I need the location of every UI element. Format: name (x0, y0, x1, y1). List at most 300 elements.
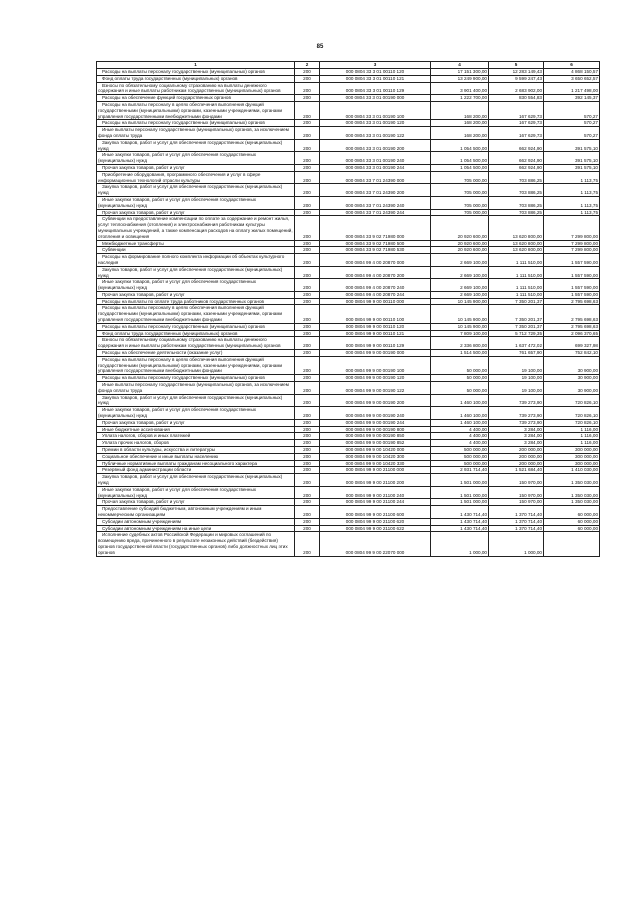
table-row (97, 266, 600, 279)
row-description: Приобретение оборудования, программного обеспечения и услуг в сфере информационных технологий отрасли культуры (97, 171, 295, 184)
row-executed-amount: 12 283 149,43 (489, 69, 544, 76)
row-approved-amount: 168 200,00 (431, 127, 489, 140)
row-executed-amount: 1 111 510,00 (489, 266, 544, 279)
row-line-code: 200 (295, 419, 320, 426)
row-approved-amount: 705 000,00 (431, 209, 489, 216)
row-executed-amount: 761 657,90 (489, 350, 544, 357)
row-unexecuted-amount: 391 575,10 (544, 152, 600, 165)
row-description: Премии в области культуры, искусства и литературы (97, 447, 295, 454)
row-executed-amount: 1 000,00 (489, 532, 544, 556)
row-unexecuted-amount: 1 410 030,00 (544, 467, 600, 474)
table-row (97, 127, 600, 140)
row-budget-code: 000 0804 99 9 00 00190 852 (320, 440, 431, 447)
row-budget-code: 000 0804 33 3 01 00190 100 (320, 101, 431, 119)
row-unexecuted-amount: 392 145,37 (544, 95, 600, 102)
row-executed-amount: 1 111 510,00 (489, 254, 544, 267)
table-row (97, 139, 600, 152)
row-unexecuted-amount: 1 113,75 (544, 171, 600, 184)
row-approved-amount: 1 501 000,00 (431, 499, 489, 506)
budget-execution-table (96, 61, 600, 557)
row-unexecuted-amount: 2 795 698,63 (544, 323, 600, 330)
table-row (97, 164, 600, 171)
row-executed-amount: 150 970,00 (489, 499, 544, 506)
row-approved-amount: 50 000,00 (431, 375, 489, 382)
row-budget-code: 000 0804 33 7 01 24390 200 (320, 184, 431, 197)
row-line-code: 200 (295, 82, 320, 95)
row-budget-code: 000 0804 99 9 00 22070 000 (320, 532, 431, 556)
row-approved-amount: 2 931 714,40 (431, 467, 489, 474)
table-row (97, 467, 600, 474)
row-budget-code: 000 0804 33 3 01 00190 120 (320, 120, 431, 127)
row-unexecuted-amount: 7 299 800,00 (544, 216, 600, 240)
row-executed-amount: 7 350 201,37 (489, 323, 544, 330)
row-executed-amount: 3 284,00 (489, 440, 544, 447)
row-budget-code: 000 0804 99 9 00 10420 330 (320, 460, 431, 467)
row-unexecuted-amount: 300 000,00 (544, 447, 600, 454)
table-row (97, 337, 600, 350)
row-budget-code: 000 0804 33 7 01 24390 244 (320, 209, 431, 216)
table-row (97, 532, 600, 556)
row-unexecuted-amount: 699 327,98 (544, 337, 600, 350)
row-line-code: 200 (295, 447, 320, 454)
row-line-code: 200 (295, 499, 320, 506)
row-line-code: 200 (295, 279, 320, 292)
row-line-code: 200 (295, 171, 320, 184)
row-approved-amount: 1 430 714,40 (431, 525, 489, 532)
row-approved-amount: 1 460 100,00 (431, 394, 489, 407)
row-description: Закупка товаров, работ и услуг для обеспечения государственных (муниципальных) нужд (97, 266, 295, 279)
row-budget-code: 000 0804 99 9 00 21100 620 (320, 518, 431, 525)
row-approved-amount: 500 000,00 (431, 453, 489, 460)
table-header-row (97, 62, 600, 69)
row-description: Закупка товаров, работ и услуг для обеспечения государственных (муниципальных) нужд (97, 184, 295, 197)
row-executed-amount: 739 273,90 (489, 419, 544, 426)
row-budget-code: 000 0804 99 9 00 21100 244 (320, 499, 431, 506)
row-unexecuted-amount: 1 557 590,00 (544, 291, 600, 298)
row-description: Иные закупки товаров, работ и услуг для обеспечения государственных (муниципальных) нужд (97, 196, 295, 209)
row-description: Исполнение судебных актов Российской Федерации и мировых соглашений по возмещению вреда, причиненного в результате незаконных действий (бездействия) органов государственной власти (государственных органов) либо должностных лиц этих органов (97, 532, 295, 556)
row-budget-code: 000 0804 33 7 01 24390 240 (320, 196, 431, 209)
table-row (97, 474, 600, 487)
row-approved-amount: 1 460 100,00 (431, 419, 489, 426)
column-header: 3 (320, 62, 431, 69)
row-unexecuted-amount: 720 826,10 (544, 394, 600, 407)
row-line-code: 200 (295, 474, 320, 487)
table-row (97, 518, 600, 525)
table-row (97, 298, 600, 305)
row-unexecuted-amount: 1 113,75 (544, 196, 600, 209)
row-approved-amount: 4 400,00 (431, 426, 489, 433)
row-line-code: 200 (295, 266, 320, 279)
row-executed-amount: 7 350 201,37 (489, 305, 544, 323)
row-description: Расходы на выплаты персоналу государственных (муниципальных) органов (97, 375, 295, 382)
table-row (97, 506, 600, 519)
row-executed-amount: 662 924,90 (489, 139, 544, 152)
row-line-code: 200 (295, 152, 320, 165)
row-approved-amount: 168 200,00 (431, 120, 489, 127)
row-executed-amount: 167 629,73 (489, 101, 544, 119)
row-executed-amount: 19 100,00 (489, 382, 544, 395)
row-budget-code: 000 0804 33 3 01 00110 120 (320, 69, 431, 76)
row-executed-amount: 1 370 714,40 (489, 506, 544, 519)
table-row (97, 152, 600, 165)
row-description: Расходы на выплаты персоналу государственных (муниципальных) органов (97, 323, 295, 330)
row-description: Расходы на обеспечение деятельности (оказание услуг) (97, 350, 295, 357)
row-description: Закупка товаров, работ и услуг для обеспечения государственных (муниципальных) нужд (97, 139, 295, 152)
table-row (97, 499, 600, 506)
table-row (97, 426, 600, 433)
row-executed-amount: 13 620 800,00 (489, 247, 544, 254)
table-row (97, 247, 600, 254)
row-unexecuted-amount: 2 096 370,65 (544, 330, 600, 337)
row-line-code: 200 (295, 375, 320, 382)
row-executed-amount: 1 111 510,00 (489, 291, 544, 298)
row-description: Межбюджетные трансферты (97, 240, 295, 247)
table-row (97, 240, 600, 247)
row-approved-amount: 13 249 900,00 (431, 75, 489, 82)
table-row (97, 120, 600, 127)
row-budget-code: 000 0804 99 9 00 10420 300 (320, 453, 431, 460)
row-budget-code: 000 0804 99 9 00 00110 129 (320, 337, 431, 350)
row-budget-code: 000 0804 99 9 00 00110 120 (320, 323, 431, 330)
table-row (97, 440, 600, 447)
row-unexecuted-amount: 60 000,00 (544, 506, 600, 519)
row-budget-code: 000 0804 99 9 00 21100 600 (320, 506, 431, 519)
row-line-code: 200 (295, 75, 320, 82)
row-executed-amount: 13 620 800,00 (489, 216, 544, 240)
row-unexecuted-amount: 752 842,10 (544, 350, 600, 357)
row-line-code: 200 (295, 101, 320, 119)
row-unexecuted-amount: 2 795 698,63 (544, 305, 600, 323)
row-approved-amount: 1 514 500,00 (431, 350, 489, 357)
row-budget-code: 000 0804 99 9 00 00190 240 (320, 407, 431, 420)
row-approved-amount: 1 054 500,00 (431, 164, 489, 171)
row-line-code: 200 (295, 196, 320, 209)
row-line-code: 200 (295, 95, 320, 102)
row-description: Расходы на выплаты по оплате труда работников государственных органов (97, 298, 295, 305)
table-row (97, 419, 600, 426)
row-budget-code: 000 0804 99 9 00 00190 120 (320, 375, 431, 382)
row-unexecuted-amount: 570,27 (544, 120, 600, 127)
row-executed-amount: 739 273,90 (489, 394, 544, 407)
row-description: Уплата налогов, сборов и иных платежей (97, 433, 295, 440)
row-approved-amount: 20 920 600,00 (431, 216, 489, 240)
row-description: Закупка товаров, работ и услуг для обеспечения государственных (муниципальных) нужд (97, 474, 295, 487)
row-budget-code: 000 0804 33 9 02 71980 000 (320, 216, 431, 240)
table-row (97, 101, 600, 119)
row-description: Иные закупки товаров, работ и услуг для обеспечения государственных (муниципальных) нужд (97, 486, 295, 499)
row-description: Фонд оплаты труда государственных (муниципальных) органов (97, 75, 295, 82)
row-approved-amount: 1 000,00 (431, 532, 489, 556)
row-line-code: 200 (295, 453, 320, 460)
row-line-code: 200 (295, 120, 320, 127)
row-approved-amount: 705 000,00 (431, 184, 489, 197)
row-description: Прочая закупка товаров, работ и услуг (97, 499, 295, 506)
row-approved-amount: 705 000,00 (431, 171, 489, 184)
row-budget-code: 000 0804 99 9 00 00190 800 (320, 426, 431, 433)
row-executed-amount: 703 886,25 (489, 196, 544, 209)
row-approved-amount: 3 901 400,00 (431, 82, 489, 95)
row-budget-code: 000 0804 33 3 01 00190 244 (320, 164, 431, 171)
row-approved-amount: 1 054 500,00 (431, 139, 489, 152)
column-header: 1 (97, 62, 295, 69)
row-approved-amount: 1 054 500,00 (431, 152, 489, 165)
row-description: Иные закупки товаров, работ и услуг для обеспечения государственных (муниципальных) нужд (97, 407, 295, 420)
table-row (97, 486, 600, 499)
table-row (97, 407, 600, 420)
row-executed-amount: 200 000,00 (489, 453, 544, 460)
table-row (97, 375, 600, 382)
row-approved-amount: 1 501 000,00 (431, 486, 489, 499)
row-line-code: 200 (295, 440, 320, 447)
row-budget-code: 000 0804 99 9 00 00190 244 (320, 419, 431, 426)
row-unexecuted-amount: 570,27 (544, 127, 600, 140)
row-executed-amount: 703 886,25 (489, 184, 544, 197)
row-approved-amount: 10 145 900,00 (431, 323, 489, 330)
row-description: Прочая закупка товаров, работ и услуг (97, 291, 295, 298)
row-approved-amount: 20 920 600,00 (431, 240, 489, 247)
row-description: Иные выплаты персоналу государственных (муниципальных) органов, за исключением фонда оплаты труда (97, 382, 295, 395)
row-unexecuted-amount: 1 557 590,00 (544, 266, 600, 279)
row-description: Расходы на выплаты персоналу государственных (муниципальных) органов (97, 69, 295, 76)
row-description: Резервный фонд администрации области (97, 467, 295, 474)
row-budget-code: 000 0804 99 9 00 21100 200 (320, 474, 431, 487)
row-line-code: 200 (295, 467, 320, 474)
row-unexecuted-amount: 1 557 590,00 (544, 254, 600, 267)
table-row (97, 171, 600, 184)
row-budget-code: 000 0804 99 4 00 20870 240 (320, 279, 431, 292)
column-header: 5 (489, 62, 544, 69)
row-executed-amount: 13 620 800,00 (489, 240, 544, 247)
row-executed-amount: 2 683 902,00 (489, 82, 544, 95)
row-budget-code: 000 0804 99 9 00 21100 622 (320, 525, 431, 532)
row-unexecuted-amount: 3 650 652,57 (544, 75, 600, 82)
row-description: Расходы на выплаты персоналу государственных (муниципальных) органов (97, 120, 295, 127)
row-line-code: 200 (295, 407, 320, 420)
table-row (97, 433, 600, 440)
row-description: Иные бюджетные ассигнования (97, 426, 295, 433)
row-executed-amount: 3 284,00 (489, 433, 544, 440)
row-unexecuted-amount: 1 350 030,00 (544, 499, 600, 506)
table-row (97, 184, 600, 197)
row-budget-code: 000 0804 33 3 01 00110 129 (320, 82, 431, 95)
row-budget-code: 000 0804 99 4 00 20870 244 (320, 291, 431, 298)
row-line-code: 200 (295, 209, 320, 216)
row-unexecuted-amount: 1 116,00 (544, 433, 600, 440)
row-description: Расходы на формирование полного комплекта информации об объектах культурного наследия (97, 254, 295, 267)
table-row (97, 75, 600, 82)
row-description: Расходы на выплаты персоналу в целях обеспечения выполнения функций государственными (муниципальными) органами, казенными учреждениями, органами управления государственными внебюджетными фондами (97, 101, 295, 119)
row-budget-code: 000 0804 33 3 01 00190 122 (320, 127, 431, 140)
table-row (97, 394, 600, 407)
table-row (97, 69, 600, 76)
row-unexecuted-amount: 300 000,00 (544, 460, 600, 467)
row-budget-code: 000 0804 99 9 00 00110 121 (320, 330, 431, 337)
column-header: 2 (295, 62, 320, 69)
table-row (97, 356, 600, 374)
row-approved-amount: 1 430 714,40 (431, 506, 489, 519)
row-description: Уплата прочих налогов, сборов (97, 440, 295, 447)
row-executed-amount: 150 970,00 (489, 486, 544, 499)
row-budget-code: 000 0804 99 9 00 00190 122 (320, 382, 431, 395)
row-executed-amount: 5 712 729,35 (489, 330, 544, 337)
row-line-code: 200 (295, 164, 320, 171)
row-budget-code: 000 0804 99 9 00 00190 100 (320, 356, 431, 374)
row-approved-amount: 20 920 600,00 (431, 247, 489, 254)
row-executed-amount: 662 924,90 (489, 152, 544, 165)
table-row (97, 330, 600, 337)
row-executed-amount: 200 000,00 (489, 447, 544, 454)
table-row (97, 196, 600, 209)
row-description: Закупка товаров, работ и услуг для обеспечения государственных (муниципальных) нужд (97, 394, 295, 407)
row-line-code: 200 (295, 127, 320, 140)
row-executed-amount: 662 924,90 (489, 164, 544, 171)
row-budget-code: 000 0804 33 9 02 71980 500 (320, 240, 431, 247)
row-executed-amount: 7 350 201,37 (489, 298, 544, 305)
row-description: Взносы по обязательному социальному страхованию на выплаты денежного содержания и иные выплаты работникам государственных (муниципальных) органов (97, 82, 295, 95)
table-row (97, 453, 600, 460)
row-line-code: 200 (295, 382, 320, 395)
row-approved-amount: 2 669 100,00 (431, 279, 489, 292)
table-row (97, 254, 600, 267)
row-budget-code: 000 0804 99 9 00 00190 850 (320, 433, 431, 440)
row-line-code: 200 (295, 356, 320, 374)
table-row (97, 279, 600, 292)
row-line-code: 200 (295, 337, 320, 350)
row-budget-code: 000 0804 99 9 00 10420 000 (320, 447, 431, 454)
row-approved-amount: 1 460 100,00 (431, 407, 489, 420)
row-unexecuted-amount: 7 299 800,00 (544, 247, 600, 254)
row-approved-amount: 50 000,00 (431, 382, 489, 395)
row-approved-amount: 1 501 000,00 (431, 474, 489, 487)
row-approved-amount: 2 669 100,00 (431, 254, 489, 267)
row-unexecuted-amount: 1 113,75 (544, 209, 600, 216)
table-row (97, 525, 600, 532)
row-unexecuted-amount: 1 116,00 (544, 440, 600, 447)
page-number: 85 (316, 44, 324, 50)
row-approved-amount: 1 430 714,40 (431, 518, 489, 525)
row-line-code: 200 (295, 184, 320, 197)
row-approved-amount: 2 669 100,00 (431, 266, 489, 279)
row-unexecuted-amount: 60 000,00 (544, 525, 600, 532)
row-budget-code: 000 0804 33 3 01 00190 240 (320, 152, 431, 165)
row-budget-code: 000 0804 99 4 00 20870 000 (320, 254, 431, 267)
row-executed-amount: 1 521 684,40 (489, 467, 544, 474)
row-line-code: 200 (295, 139, 320, 152)
row-executed-amount: 9 599 247,43 (489, 75, 544, 82)
row-line-code: 200 (295, 394, 320, 407)
row-description: Взносы по обязательному социальному страхованию на выплаты денежного содержания и иные выплаты работникам государственных (муниципальных) органов (97, 337, 295, 350)
row-description: Иные закупки товаров, работ и услуг для обеспечения государственных (муниципальных) нужд (97, 279, 295, 292)
row-description: Прочая закупка товаров, работ и услуг (97, 419, 295, 426)
row-unexecuted-amount: 1 116,00 (544, 426, 600, 433)
row-approved-amount: 2 336 800,00 (431, 337, 489, 350)
row-unexecuted-amount: 60 000,00 (544, 518, 600, 525)
row-line-code: 200 (295, 433, 320, 440)
row-budget-code: 000 0804 33 3 01 00190 000 (320, 95, 431, 102)
row-executed-amount: 1 111 510,00 (489, 279, 544, 292)
row-line-code: 200 (295, 291, 320, 298)
row-executed-amount: 739 273,90 (489, 407, 544, 420)
row-executed-amount: 150 970,00 (489, 474, 544, 487)
row-description: Расходы на выплаты персоналу в целях обеспечения выполнения функций государственными (муниципальными) органами, казенными учреждениями, органами управления государственными внебюджетными фондами (97, 356, 295, 374)
row-unexecuted-amount: 30 900,00 (544, 382, 600, 395)
table-row (97, 350, 600, 357)
table-row (97, 447, 600, 454)
row-executed-amount: 830 554,83 (489, 95, 544, 102)
row-approved-amount: 168 200,00 (431, 101, 489, 119)
row-description: Прочая закупка товаров, работ и услуг (97, 209, 295, 216)
row-approved-amount: 50 000,00 (431, 356, 489, 374)
row-approved-amount: 10 145 900,00 (431, 298, 489, 305)
row-budget-code: 000 0804 33 3 01 00190 200 (320, 139, 431, 152)
row-budget-code: 000 0804 99 4 00 20870 200 (320, 266, 431, 279)
table-row (97, 382, 600, 395)
row-unexecuted-amount: 1 217 498,00 (544, 82, 600, 95)
row-description: Публичные нормативные выплаты гражданам несоциального характера (97, 460, 295, 467)
row-unexecuted-amount (544, 532, 600, 556)
row-approved-amount: 7 809 100,00 (431, 330, 489, 337)
row-budget-code: 000 0804 99 9 00 00110 000 (320, 298, 431, 305)
row-executed-amount: 200 000,00 (489, 460, 544, 467)
row-line-code: 200 (295, 330, 320, 337)
table-row (97, 209, 600, 216)
row-budget-code: 000 0804 33 3 01 00110 121 (320, 75, 431, 82)
row-executed-amount: 703 886,25 (489, 209, 544, 216)
table-row (97, 305, 600, 323)
row-budget-code: 000 0804 99 9 00 21100 240 (320, 486, 431, 499)
table-row (97, 95, 600, 102)
row-line-code: 200 (295, 486, 320, 499)
row-unexecuted-amount: 30 900,00 (544, 375, 600, 382)
row-approved-amount: 10 145 900,00 (431, 305, 489, 323)
row-description: Субвенции на предоставление компенсации по оплате за содержание и ремонт жилья, услуг теплоснабжения (отопления) и электроснабжения работникам культуры муниципальных учреждений, а также компенсация расходов на оплату жилых помещений, отопления и освещения (98, 216, 293, 239)
row-unexecuted-amount: 2 795 698,63 (544, 298, 600, 305)
row-line-code: 200 (295, 254, 320, 267)
row-line-code: 200 (295, 460, 320, 467)
row-line-code: 200 (295, 518, 320, 525)
column-header: 6 (544, 62, 600, 69)
row-line-code: 200 (295, 350, 320, 357)
row-description: Иные закупки товаров, работ и услуг для обеспечения государственных (муниципальных) нужд (97, 152, 295, 165)
row-approved-amount: 705 000,00 (431, 196, 489, 209)
row-unexecuted-amount: 391 575,10 (544, 164, 600, 171)
row-description: Расходы на выплаты персоналу в целях обеспечения выполнения функций государственными (муниципальными) органами, казенными учреждениями, органами управления государственными внебюджетными фондами (97, 305, 295, 323)
row-unexecuted-amount: 391 575,10 (544, 139, 600, 152)
row-unexecuted-amount: 30 900,00 (544, 356, 600, 374)
table-row (97, 82, 600, 95)
row-budget-code: 000 0804 99 9 00 00110 100 (320, 305, 431, 323)
table-row (97, 216, 600, 240)
row-executed-amount: 167 629,73 (489, 127, 544, 140)
row-description: Субсидии автономным учреждениям на иные цели (97, 525, 295, 532)
row-line-code: 200 (295, 240, 320, 247)
row-executed-amount: 19 100,00 (489, 356, 544, 374)
row-description: Фонд оплаты труда государственных (муниципальных) органов (97, 330, 295, 337)
row-approved-amount: 4 400,00 (431, 433, 489, 440)
table-row (97, 323, 600, 330)
column-header: 4 (431, 62, 489, 69)
row-executed-amount: 167 629,73 (489, 120, 544, 127)
row-unexecuted-amount: 7 299 800,00 (544, 240, 600, 247)
row-unexecuted-amount: 4 868 150,57 (544, 69, 600, 76)
row-executed-amount: 703 886,25 (489, 171, 544, 184)
row-approved-amount: 4 400,00 (431, 440, 489, 447)
row-line-code: 200 (295, 532, 320, 556)
row-budget-code: 000 0804 99 9 00 21100 000 (320, 467, 431, 474)
row-description: Субсидии автономным учреждениям (97, 518, 295, 525)
row-budget-code: 000 0804 33 7 01 24390 000 (320, 171, 431, 184)
